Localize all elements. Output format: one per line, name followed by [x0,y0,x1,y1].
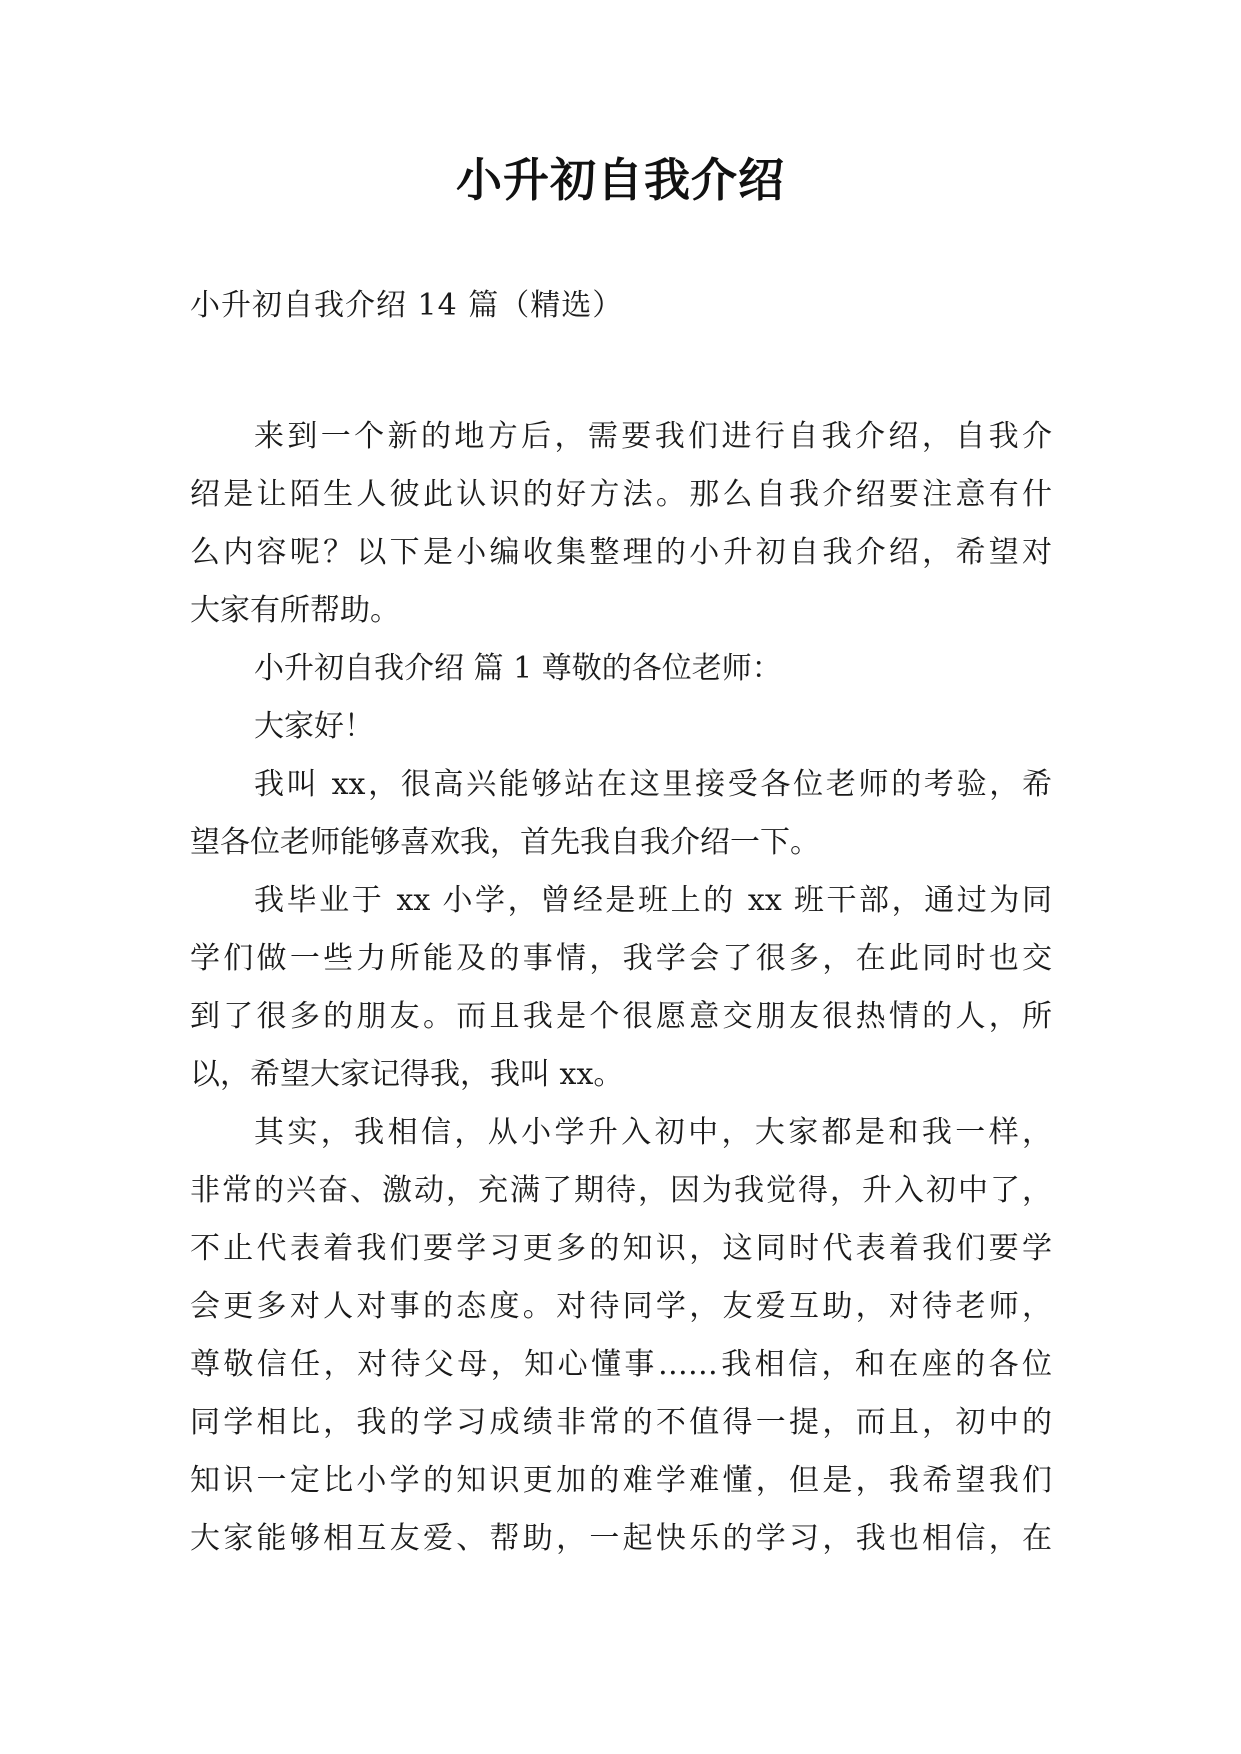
document-title: 小升初自我介绍 [456,153,785,207]
paragraph-line: 我毕业于 xx 小学，曾经是班上的 xx 班干部，通过为同 [254,883,1052,918]
paragraph-line: 到了很多的朋友。而且我是个很愿意交朋友很热情的人，所 [190,999,1052,1034]
paragraph-line: 我叫 xx，很高兴能够站在这里接受各位老师的考验，希 [254,767,1052,802]
paragraph-line: 以，希望大家记得我，我叫 xx。 [190,1057,624,1092]
paragraph-line: 大家有所帮助。 [190,593,400,628]
document-subtitle: 小升初自我介绍 14 篇（精选） [190,288,624,323]
paragraph-line: 望各位老师能够喜欢我，首先我自我介绍一下。 [190,825,820,860]
paragraph-line: 大家能够相互友爱、帮助，一起快乐的学习，我也相信，在 [190,1521,1052,1556]
paragraph-line: 其实，我相信，从小学升入初中，大家都是和我一样， [254,1115,1052,1150]
paragraph-line: 尊敬信任，对待父母，知心懂事……我相信，和在座的各位 [190,1347,1052,1382]
section-heading-line: 小升初自我介绍 篇 1 尊敬的各位老师： [254,651,782,686]
paragraph-line: 同学相比，我的学习成绩非常的不值得一提，而且，初中的 [190,1405,1052,1440]
greeting-line: 大家好！ [254,709,374,744]
paragraph-line: 会更多对人对事的态度。对待同学，友爱互助，对待老师， [190,1289,1052,1324]
paragraph-line: 非常的兴奋、激动，充满了期待，因为我觉得，升入初中了， [190,1173,1052,1208]
document-body [190,408,1052,1568]
paragraph-line: 么内容呢？以下是小编收集整理的小升初自我介绍，希望对 [190,535,1052,570]
paragraph-line: 知识一定比小学的知识更加的难学难懂，但是，我希望我们 [190,1463,1052,1498]
paragraph-line: 绍是让陌生人彼此认识的好方法。那么自我介绍要注意有什 [190,477,1052,512]
paragraph-line: 不止代表着我们要学习更多的知识，这同时代表着我们要学 [190,1231,1052,1266]
paragraph-line: 来到一个新的地方后，需要我们进行自我介绍，自我介 [254,419,1052,454]
paragraph-line: 学们做一些力所能及的事情，我学会了很多，在此同时也交 [190,941,1052,976]
